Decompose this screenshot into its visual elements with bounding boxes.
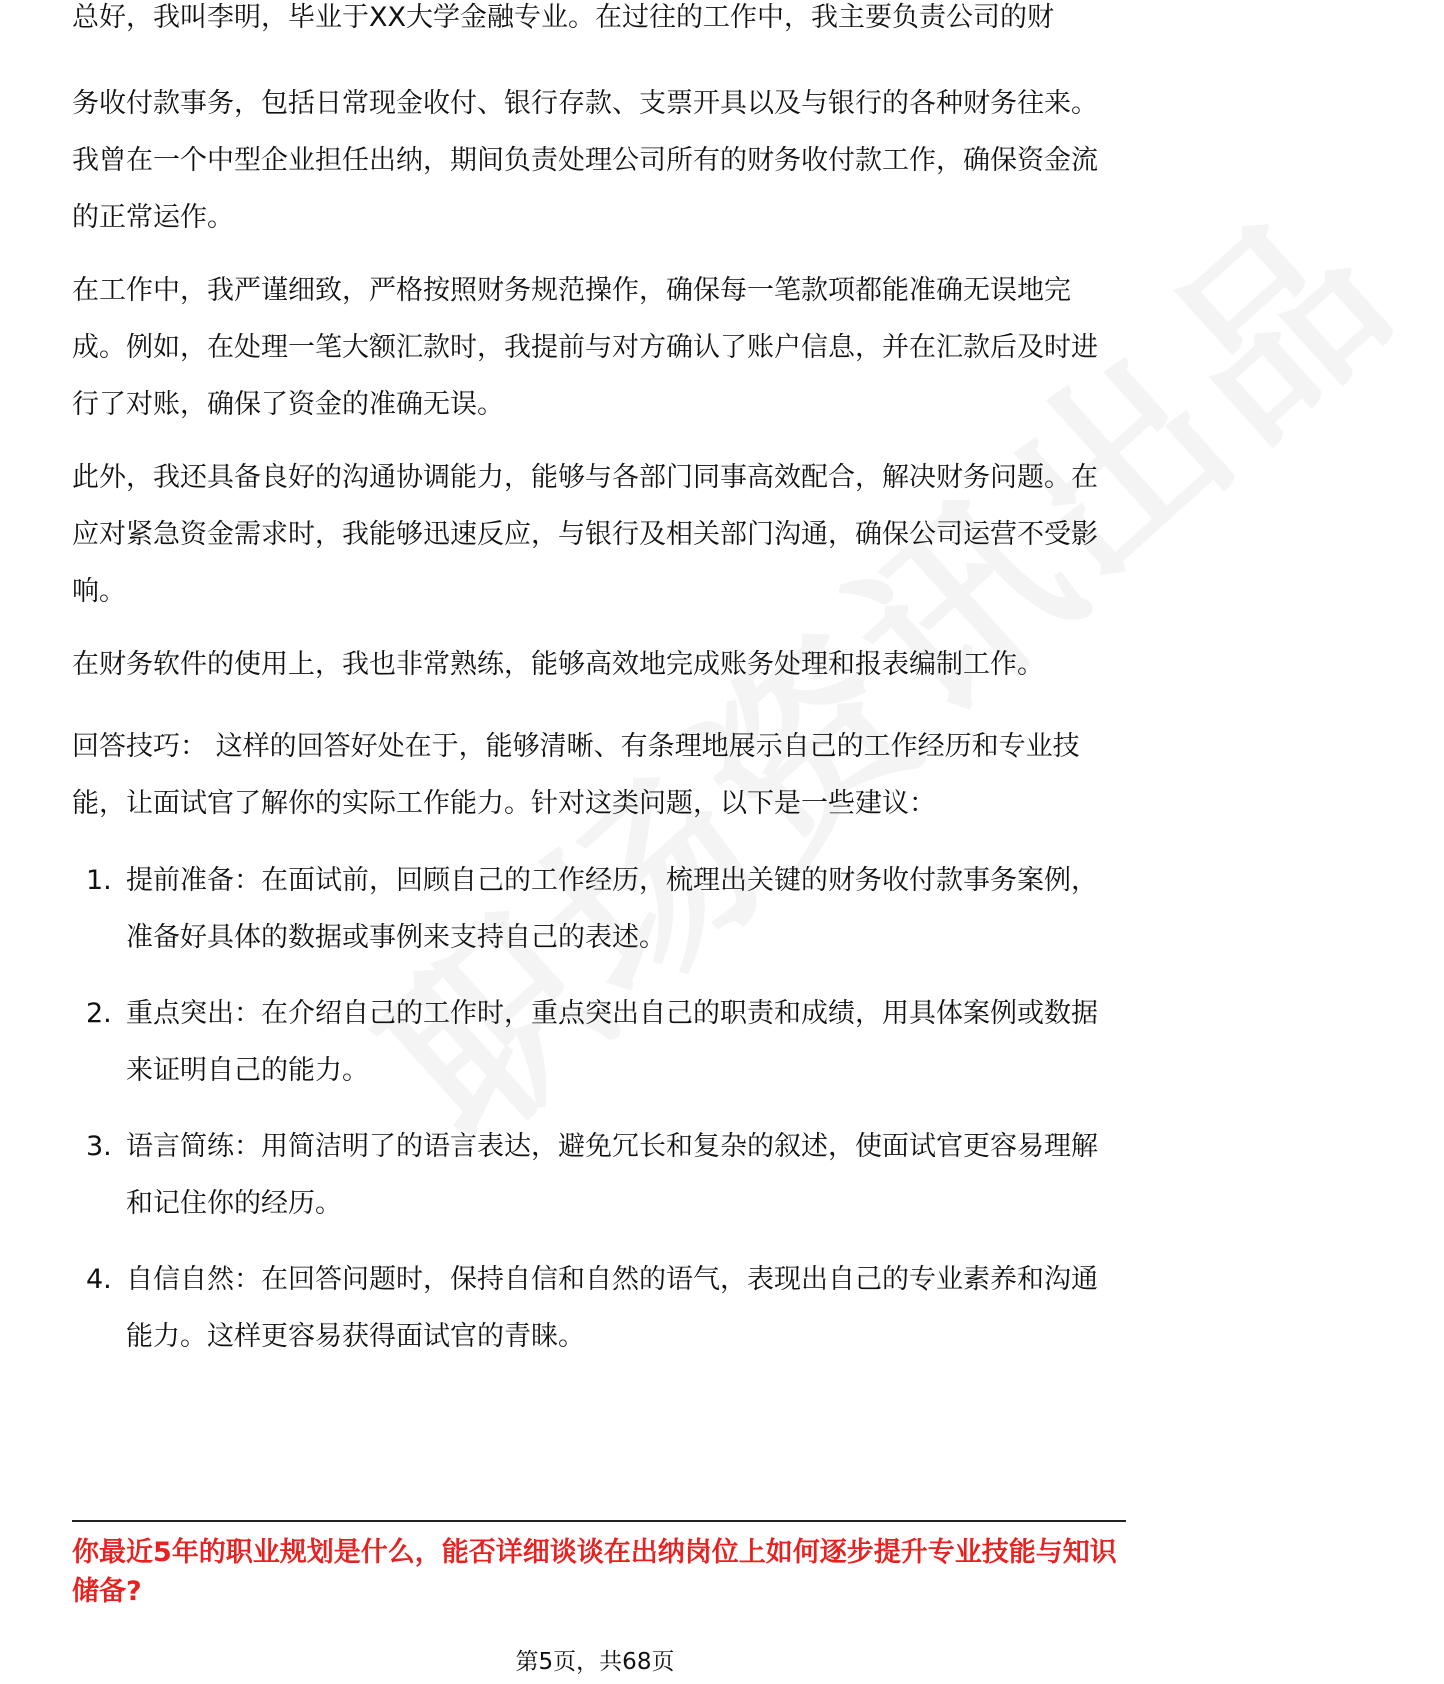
tip-item [72, 852, 1122, 966]
section-divider [72, 1520, 1126, 1522]
answer-paragraph-2: 在工作中，我严谨细致，严格按照财务规范操作，确保每一笔款项都能准确无误地完成。例如，在处理一笔大额汇款时，我提前与对方确认了账户信息，并在汇款后及时进行了对账，确保了资金的准确无误。 [72, 275, 1098, 420]
cut-off-line [72, 2, 1122, 57]
tip-item [72, 985, 1122, 1099]
next-question-heading: 你最近5年的职业规划是什么，能否详细谈谈在出纳岗位上如何逐步提升专业技能与知识储备? [72, 1537, 1117, 1607]
answer-paragraph-1: 务收付款事务，包括日常现金收付、银行存款、支票开具以及与银行的各种财务往来。我曾在一个中型企业担任出纳，期间负责处理公司所有的财务收付款工作，确保资金流的正常运作。 [72, 88, 1098, 233]
answer-paragraph-3: 此外，我还具备良好的沟通协调能力，能够与各部门同事高效配合，解决财务问题。在应对紧急资金需求时，我能够迅速反应，与银行及相关部门沟通，确保公司运营不受影响。 [72, 462, 1098, 607]
tip-number: 4. [86, 1264, 112, 1295]
tip-number: 2. [86, 998, 112, 1029]
tips-list [72, 852, 1122, 1365]
tip-item [72, 1251, 1122, 1365]
tip-text: 提前准备：在面试前，回顾自己的工作经历，梳理出关键的财务收付款事务案例，准备好具体的数据或事例来支持自己的表述。 [126, 865, 1098, 953]
tip-number: 3. [86, 1131, 112, 1162]
cut-off-text: 总好，我叫李明，毕业于XX大学金融专业。在过往的工作中，我主要负责公司的财 [72, 2, 1054, 33]
answer-tip-intro: 回答技巧： 这样的回答好处在于，能够清晰、有条理地展示自己的工作经历和专业技能，让面试官了解你的实际工作能力。针对这类问题，以下是一些建议： [72, 731, 1080, 819]
tip-text: 重点突出：在介绍自己的工作时，重点突出自己的职责和成绩，用具体案例或数据来证明自己的能力。 [126, 998, 1098, 1086]
tip-number: 1. [86, 865, 112, 896]
answer-paragraph-4: 在财务软件的使用上，我也非常熟练，能够高效地完成账务处理和报表编制工作。 [72, 649, 1044, 680]
tip-item [72, 1118, 1122, 1232]
tip-text: 语言简练：用简洁明了的语言表达，避免冗长和复杂的叙述，使面试官更容易理解和记住你的经历。 [126, 1131, 1098, 1219]
tip-text: 自信自然：在回答问题时，保持自信和自然的语气，表现出自己的专业素养和沟通能力。这样更容易获得面试官的青睐。 [126, 1264, 1098, 1352]
page-number: 第5页，共68页 [515, 1649, 675, 1675]
